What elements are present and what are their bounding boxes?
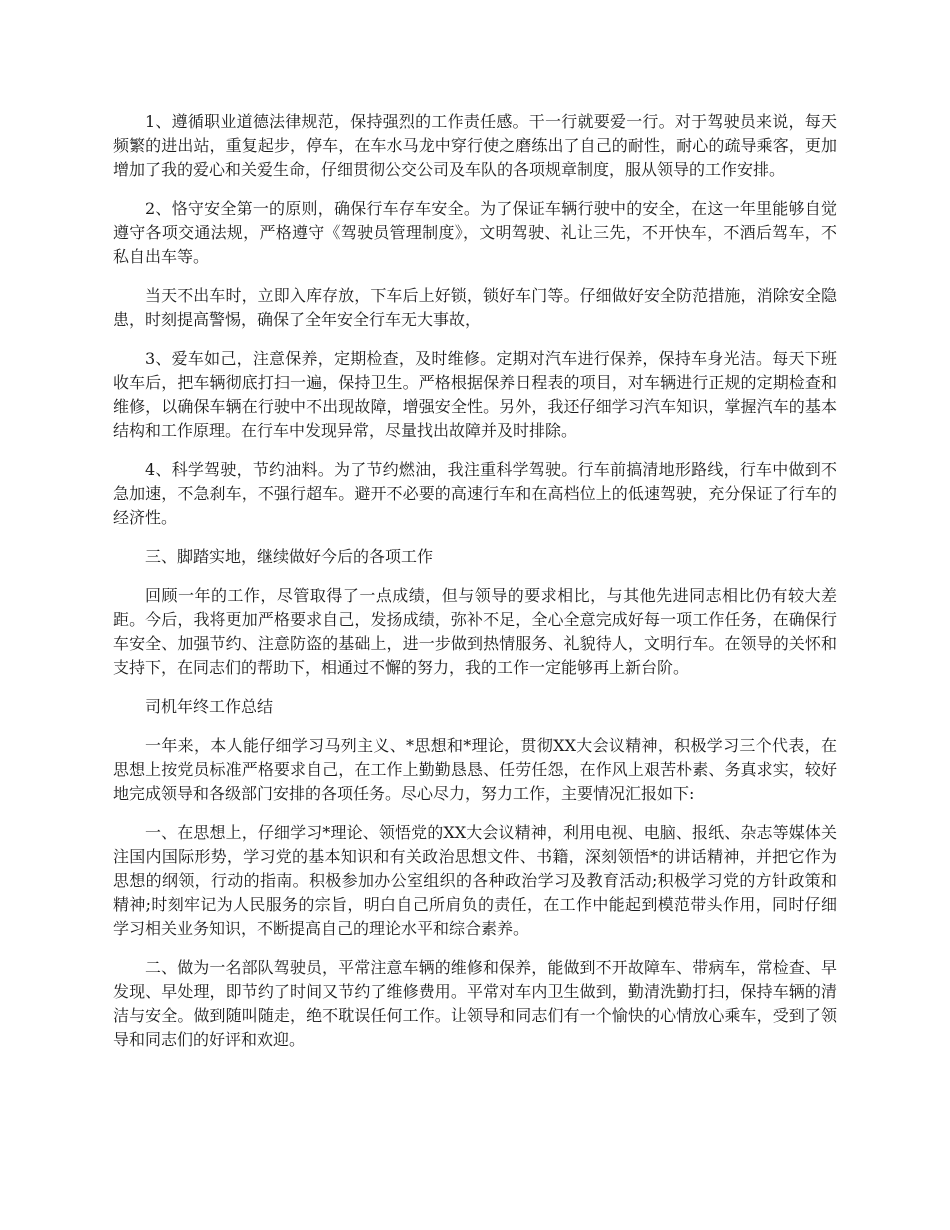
paragraph-parking-safety: 当天不出车时，立即入库存放，下车后上好锁，锁好车门等。仔细做好安全防范措施，消除安全隐患，时刻提高警惕，确保了全年安全行车无大事故， [113, 286, 837, 329]
paragraph-ideology: 一、在思想上，仔细学习*理论、领悟党的XX大会议精神，利用电视、电脑、报纸、杂志等媒体关注国内国际形势，学习党的基本知识和有关政治思想文件、书籍，深刻领悟*的讲话精神，并把它作为思想的纲领，行动的指南。积极参加办公室组织的各种政治学习及教育活动;积极学习党的方针政策和精神;时刻牢记为人民服务的宗旨，明白自己所肩负的责任，在工作中能起到模范带头作用，同时仔细学习相关业务知识，不断提高自己的理论水平和综合素养。 [113, 823, 837, 938]
paragraph-driver-duty: 二、做为一名部队驾驶员，平常注意车辆的维修和保养，能做到不开故障车、带病车，常检查、早发现、早处理，即节约了时间又节约了维修费用。平常对车内卫生做到，勤清洗勤打扫，保持车辆的清洁与安全。做到随叫随走，绝不耽误任何工作。让领导和同志们有一个愉快的心情放心乘车，受到了领导和同志们的好评和欢迎。 [113, 958, 837, 1049]
paragraph-intro: 一年来，本人能仔细学习马列主义、*思想和*理论，贯彻XX大会议精神，积极学习三个代表，在思想上按党员标准严格要求自己，在工作上勤勤恳恳、任劳任怨，在作风上艰苦朴素、务真求实，较好地完成领导和各级部门安排的各项任务。尽心尽力，努力工作，主要情况汇报如下: [113, 736, 837, 803]
paragraph-safety-first: 2、恪守安全第一的原则，确保行车存车安全。为了保证车辆行驶中的安全，在这一年里能够自觉遵守各项交通法规，严格遵守《驾驶员管理制度》，文明驾驶、礼让三先，不开快车，不酒后驾车，不私自出车等。 [113, 199, 837, 266]
document-title: 司机年终工作总结 [145, 697, 274, 716]
paragraph-vehicle-maintenance: 3、爱车如己，注意保养，定期检查，及时维修。定期对汽车进行保养，保持车身光洁。每天下班收车后，把车辆彻底打扫一遍，保持卫生。严格根据保养日程表的项目，对车辆进行正规的定期检查和维修，以确保车辆在行驶中不出现故障，增强安全性。另外，我还仔细学习汽车知识，掌握汽车的基本结构和工作原理。在行车中发现异常，尽量找出故障并及时排除。 [113, 349, 837, 440]
paragraph-year-review: 回顾一年的工作，尽管取得了一点成绩，但与领导的要求相比，与其他先进同志相比仍有较大差距。今后，我将更加严格要求自己，发扬成绩，弥补不足，全心全意完成好每一项工作任务，在确保行车安全、加强节约、注意防盗的基础上，进一步做到热情服务、礼貌待人，文明行车。在领导的关怀和支持下，在同志们的帮助下，相通过不懈的努力，我的工作一定能够再上新台阶。 [113, 586, 837, 677]
paragraph-fuel-saving: 4、科学驾驶，节约油料。为了节约燃油，我注重科学驾驶。行车前搞清地形路线，行车中做到不急加速，不急刹车，不强行超车。避开不必要的高速行车和在高档位上的低速驾驶，充分保证了行车的经济性。 [113, 460, 837, 527]
paragraph-driving-ethics: 1、遵循职业道德法律规范，保持强烈的工作责任感。干一行就要爱一行。对于驾驶员来说，每天频繁的进出站，重复起步，停车，在车水马龙中穿行使之磨练出了自己的耐性，耐心的疏导乘客，更加增加了我的爱心和关爱生命，仔细贯彻公交公司及车队的各项规章制度，服从领导的工作安排。 [113, 112, 837, 179]
section-heading-future-work: 三、脚踏实地，继续做好今后的各项工作 [145, 547, 434, 566]
document-body [113, 110, 837, 1067]
